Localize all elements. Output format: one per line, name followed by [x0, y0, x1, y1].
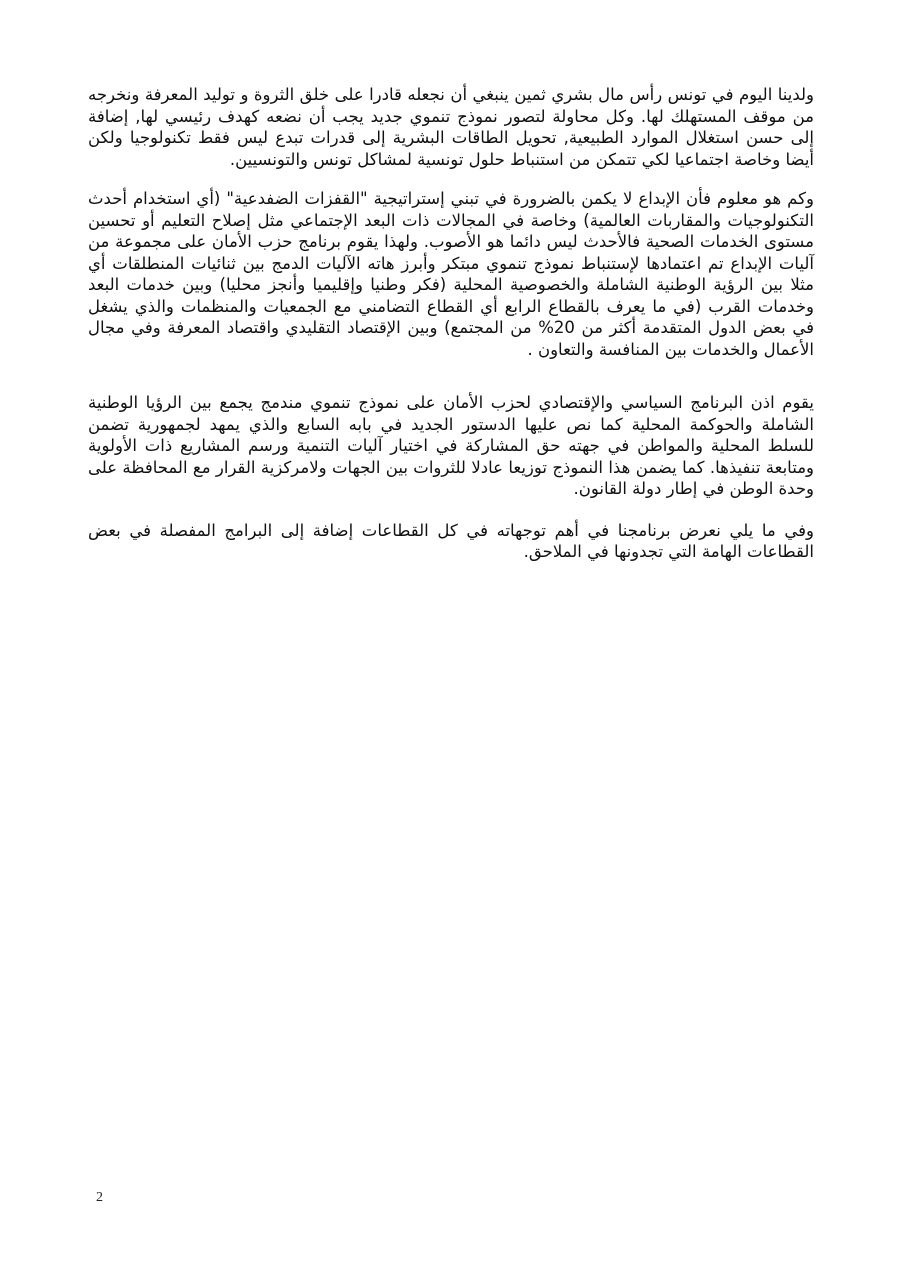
page-body	[88, 84, 814, 563]
paragraph-innovation-mechanisms: وكم هو معلوم فأن الإبداع لا يكمن بالضرورة في تبني إستراتيجية "القفزات الضفدعية" (أي استخدام أحدث التكنولوجيات والمقاربات العالمية) وخاصة في المجالات ذات البعد الإجتماعي مثل إصلاح التعليم أو تحسين مستوى الخدمات الصحية فالأحدث ليس دائما هو الأصوب. ولهذا يقوم برنامج حزب الأمان على مجموعة من آليات الإبداع تم اعتمادها لإستنباط نموذج تنموي مبتكر وأبرز هاته الآليات الدمج بين ثنائيات المنطلقات أي مثلا بين الرؤية الوطنية الشاملة والخصوصية المحلية (فكر وطنيا وإقليميا وأنجز محليا) وبين خدمات البعد وخدمات القرب (في ما يعرف بالقطاع الرابع أي القطاع التضامني مع الجمعيات والمنظمات والذي يشغل في بعض الدول المتقدمة أكثر من 20% من المجتمع) وبين الإقتصاد التقليدي واقتصاد المعرفة وفي مجال الأعمال والخدمات بين المنافسة والتعاون .	[88, 189, 814, 359]
paragraph-human-capital: ولدينا اليوم في تونس رأس مال بشري ثمين ينبغي أن نجعله قادرا على خلق الثروة و توليد المعرفة ونخرجه من موقف المستهلك لها. وكل محاولة لتصور نموذج تنموي جديد يجب أن نضعه كهدف رئيسي لها, إضافة إلى حسن استغلال الموارد الطبيعية, تحويل الطاقات البشرية إلى قدرات تبدع ليس فقط تكنولوجيا ولكن أيضا وخاصة اجتماعيا لكي تتمكن من استنباط حلول تونسية لمشاكل تونس والتونسيين.	[88, 85, 814, 169]
paragraph-integrated-development-model: يقوم اذن البرنامج السياسي والإقتصادي لحزب الأمان على نموذج تنموي مندمج يجمع بين الرؤيا الوطنية الشاملة والحوكمة المحلية كما نص عليها الدستور الجديد في بابه السابع والذي يمهد لجمهورية تضمن للسلط المحلية والمواطن في جهته حق المشاركة في اختيار آليات التنمية ورسم المشاريع ذات الأولوية ومتابعة تنفيذها. كما يضمن هذا النموذج توزيعا عادلا للثروات بين الجهات ولامركزية القرار مع المحافظة على وحدة الوطن في إطار دولة القانون.	[88, 393, 814, 498]
page-number: 2	[96, 1190, 103, 1205]
paragraph-program-overview: وفي ما يلي نعرض برنامجنا في أهم توجهاته في كل القطاعات إضافة إلى البرامج المفصلة في بعض القطاعات الهامة التي تجدونها في الملاحق.	[88, 520, 814, 561]
